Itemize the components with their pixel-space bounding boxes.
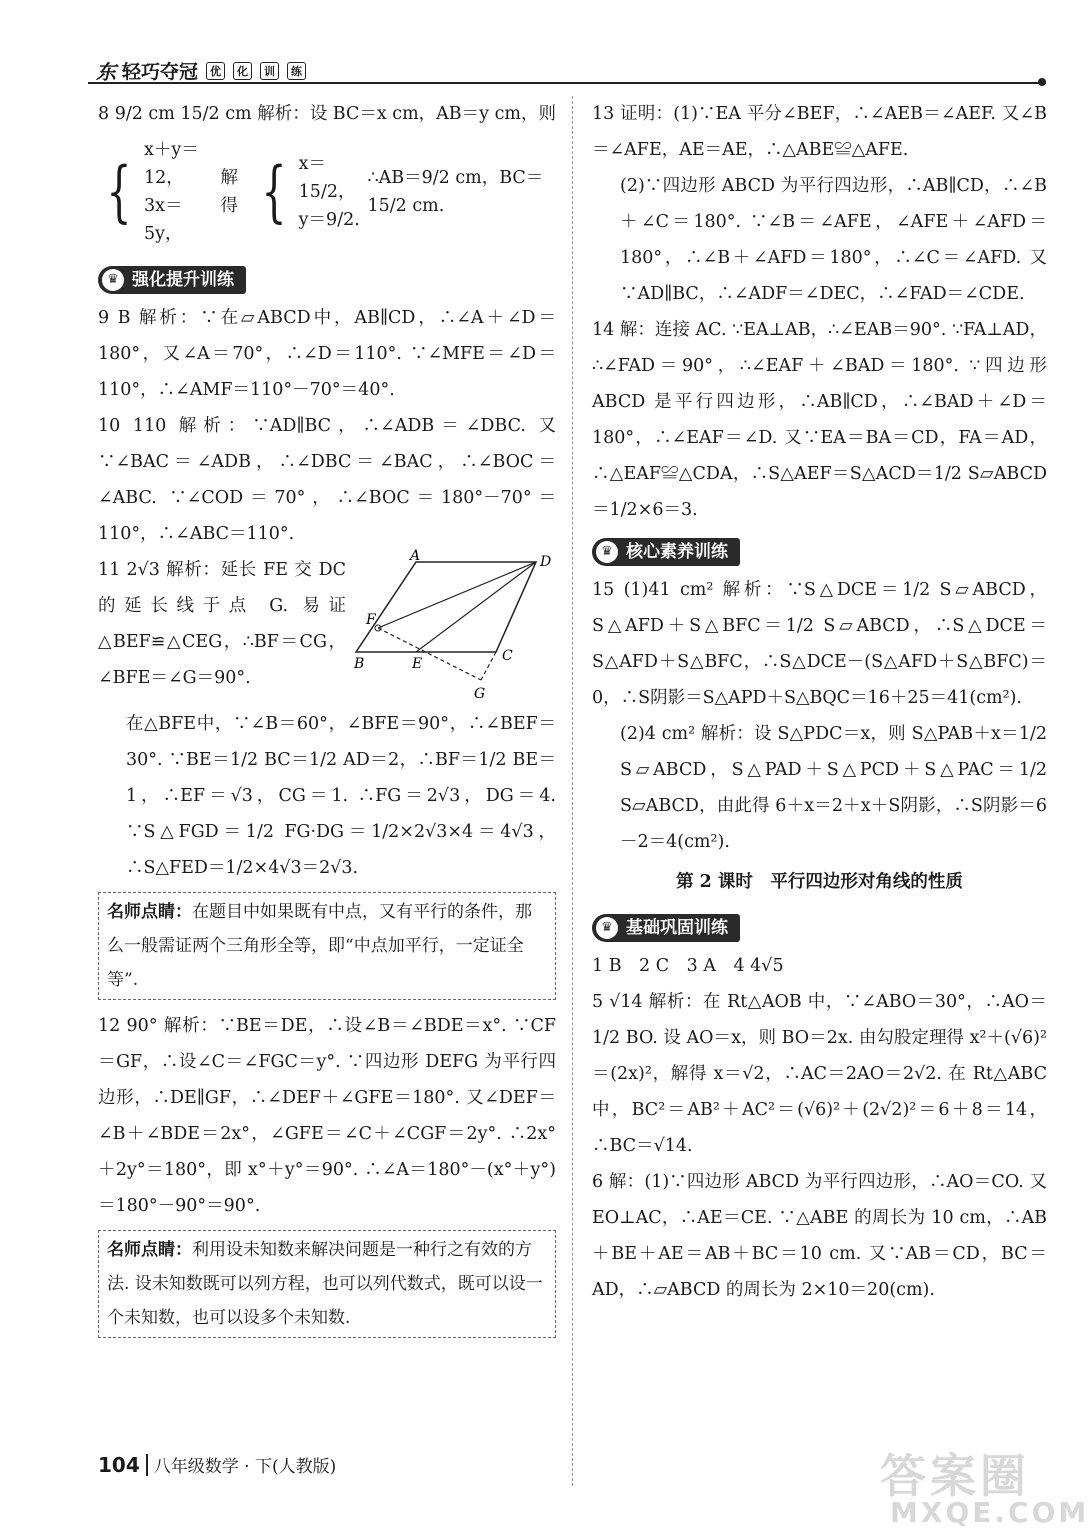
- label-d: D: [540, 554, 552, 570]
- footer-divider: [146, 1454, 148, 1476]
- brace: {: [106, 153, 132, 230]
- lesson-title: 第 2 课时 平行四边形对角线的性质: [676, 872, 963, 892]
- section-banner-core: [592, 538, 740, 566]
- answer-13-part2: (2)∵四边形 ABCD 为平行四边形，∴AB∥CD，∴∠B＋∠C＝180°. ∵∠B＝∠AFE，∠AFE＋∠AFD＝180°，∴∠B＋∠AFD＝180°，∴∠C＝∠AFD. 又∵AD∥BC，∴∠ADF＝∠DEC，∴∠FAD＝∠CDE.: [620, 176, 1047, 304]
- answers-1-4: 1 B 2 C 3 A 4 4√5: [592, 956, 784, 976]
- answer-5: 5 √14 解析：在 Rt△AOB 中，∵∠ABO＝30°，∴AO＝1/2 BO. 设 AO＝x，则 BO＝2x. 由勾股定理得 x²＋(√6)²＝(2x)²，解得 x＝√2，∴AC＝2AO＝2√2. 在 Rt△ABC 中，BC²＝AB²＋AC²＝(√6)²＋(2√2)²＝6＋8＝14，∴BC＝√14.: [592, 992, 1047, 1156]
- parallelogram-figure: [354, 548, 556, 702]
- label-g: G: [474, 686, 486, 702]
- answer-10: 10 110 解析：∵AD∥BC，∴∠ADB＝∠DBC. 又∵∠BAC＝∠ADB，∴∠DBC＝∠BAC，∴∠BOC＝∠ABC. ∵∠COD＝70°，∴∠BOC＝180°－70°＝110°，∴∠ABC＝110°.: [98, 416, 556, 544]
- header-dot: [1038, 78, 1046, 86]
- watermark: [880, 1440, 1089, 1530]
- left-column: [98, 96, 556, 1346]
- brand-logo: [96, 56, 306, 85]
- answer-15-part2: (2)4 cm² 解析：设 S△PDC＝x，则 S△PAB＋x＝1/2 S▱ABCD，S△PAD＋S△PCD＋S△PAC＝1/2 S▱ABCD，由此得 6＋x＝2＋x＋S阴影，∴S阴影＝6－2＝4(cm²).: [620, 724, 1047, 852]
- banner-label: 强化提升训练: [132, 270, 234, 290]
- logo-badge: 训: [260, 62, 279, 80]
- section-banner-strengthen: [98, 266, 246, 294]
- banner-label: 核心素养训练: [626, 542, 728, 562]
- watermark-text: 答案圈: [880, 1449, 1030, 1503]
- label-b: B: [354, 656, 365, 672]
- solve-word: 解得: [220, 168, 239, 216]
- banner-label: 基础巩固训练: [626, 918, 728, 938]
- tip-title: 名师点睛：: [107, 1240, 192, 1260]
- answer-13-part1: 13 证明：(1)∵EA 平分∠BEF，∴∠AEB＝∠AEF. 又∠B＝∠AFE，AE＝AE，∴△ABE≌△AFE.: [592, 104, 1047, 160]
- logo-icon: 东: [96, 60, 116, 84]
- answer-8-result: ∴AB＝9/2 cm，BC＝15/2 cm.: [367, 168, 544, 216]
- tip-body: 利用设未知数来解决问题是一种行之有效的方法. 设未知数既可以列方程，也可以列代数式，既可以设一个未知数，也可以设多个未知数.: [107, 1240, 543, 1328]
- brace: {: [261, 153, 287, 230]
- answer-11-part2: 在△BFE中，∵∠B＝60°，∠BFE＝90°，∴∠BEF＝30°. ∵BE＝1/2 BC＝1/2 AD＝2，∴BF＝1/2 BE＝1，∴EF＝√3，CG＝1. ∴FG＝2√3，DG＝4. ∵S△FGD＝1/2 FG·DG＝1/2×2√3×4＝4√3，∴S△FED＝1/2×4√3＝2√3.: [126, 714, 556, 878]
- answer-15-part1: 15 (1)41 cm² 解析：∵S△DCE＝1/2 S▱ABCD，S△AFD＋S△BFC＝1/2 S▱ABCD，∴S△DCE＝S△AFD＋S△BFC，∴S△DCE－(S△AFD＋S△BFC)＝0，∴S阴影＝S△APD＋S△BQC＝16＋25＝41(cm²).: [592, 580, 1047, 708]
- solution: y＝9/2.: [298, 210, 360, 230]
- answer-12: 12 90° 解析：∵BE＝DE，∴设∠B＝∠BDE＝x°. ∵CF＝GF，∴设∠C＝∠FGC＝y°. ∵四边形 DEFG 为平行四边形，∴DE∥GF，∴∠DEF＋∠GFE＝180°. 又∠DEF＝∠B＋∠BDE＝2x°，∠GFE＝∠C＋∠CGF＝2y°. ∴2x°＋2y°＝180°，即 x°＋y°＝90°. ∴∠A＝180°－(x°＋y°)＝180°－90°＝90°.: [98, 1016, 556, 1216]
- answer-8-system: [98, 136, 556, 248]
- equation: x＋y＝12，: [144, 140, 199, 188]
- crown-icon: ♛: [596, 541, 618, 563]
- crown-icon: ♛: [102, 269, 124, 291]
- watermark-url: MXQE.COM: [890, 1496, 1089, 1529]
- answer-14: 14 解：连接 AC. ∵EA⊥AB，∴∠EAB＝90°. ∵FA⊥AD，∴∠FAD＝90°，∴∠EAF＋∠BAD＝180°. ∵四边形 ABCD 是平行四边形，∴AB∥CD，∴∠BAD＋∠D＝180°，∴∠EAF＝∠D. 又∵EA＝BA＝CD，FA＝AD，∴△EAF≌△CDA，∴S△AEF＝S△ACD＝1/2 S▱ABCD＝1/2×6＝3.: [592, 320, 1047, 520]
- teacher-tip-2: [98, 1230, 556, 1338]
- page-footer: [98, 1452, 336, 1477]
- answer-11: [98, 548, 556, 886]
- right-column: [592, 96, 1047, 1308]
- tip-body: 在题目中如果既有中点，又有平行的条件，那么一般需证两个三角形全等，即“中点加平行，一定证全等”.: [107, 902, 532, 990]
- section-banner-basic: [592, 914, 740, 942]
- logo-badge: 优: [206, 62, 225, 80]
- answer-6: 6 解：(1)∵四边形 ABCD 为平行四边形，∴AO＝CO. 又 EO⊥AC，∴AE＝CE. ∵△ABE 的周长为 10 cm，∴AB＋BE＋AE＝AB＋BC＝10 cm. 又∵AB＝CD，BC＝AD，∴▱ABCD 的周长为 2×10＝20(cm).: [592, 1172, 1047, 1300]
- answer-11-part1: 11 2√3 解析：延长 FE 交 DC 的延长线于点 G. 易证△BEF≌△CEG，∴BF＝CG，∠BFE＝∠G＝90°.: [98, 560, 346, 688]
- book-title: 八年级数学 · 下(人教版): [153, 1457, 337, 1477]
- label-c: C: [502, 648, 513, 664]
- logo-badge: 练: [287, 62, 306, 80]
- teacher-tip-1: [98, 892, 556, 1000]
- answer-8-heading: 8 9/2 cm 15/2 cm 解析：设 BC＝x cm，AB＝y cm，则: [98, 104, 557, 124]
- logo-text: 轻巧夺冠: [122, 61, 199, 83]
- label-a: A: [410, 548, 421, 564]
- label-e: E: [412, 656, 423, 672]
- page-number: 104: [98, 1452, 140, 1477]
- label-f: F: [366, 612, 376, 628]
- equation: 3x＝5y，: [144, 196, 183, 244]
- tip-title: 名师点睛：: [107, 902, 192, 922]
- header-rule: [88, 82, 1046, 84]
- solution: x＝15/2，: [298, 154, 356, 202]
- logo-badge: 化: [233, 62, 252, 80]
- answer-9: 9 B 解析：∵在▱ABCD中，AB∥CD，∴∠A＋∠D＝180°，又∠A＝70°，∴∠D＝110°. ∵∠MFE＝∠D＝110°，∴∠AMF＝110°－70°＝40°.: [98, 308, 556, 400]
- column-divider: [572, 96, 573, 1486]
- page-header: [88, 48, 1046, 88]
- crown-icon: ♛: [596, 917, 618, 939]
